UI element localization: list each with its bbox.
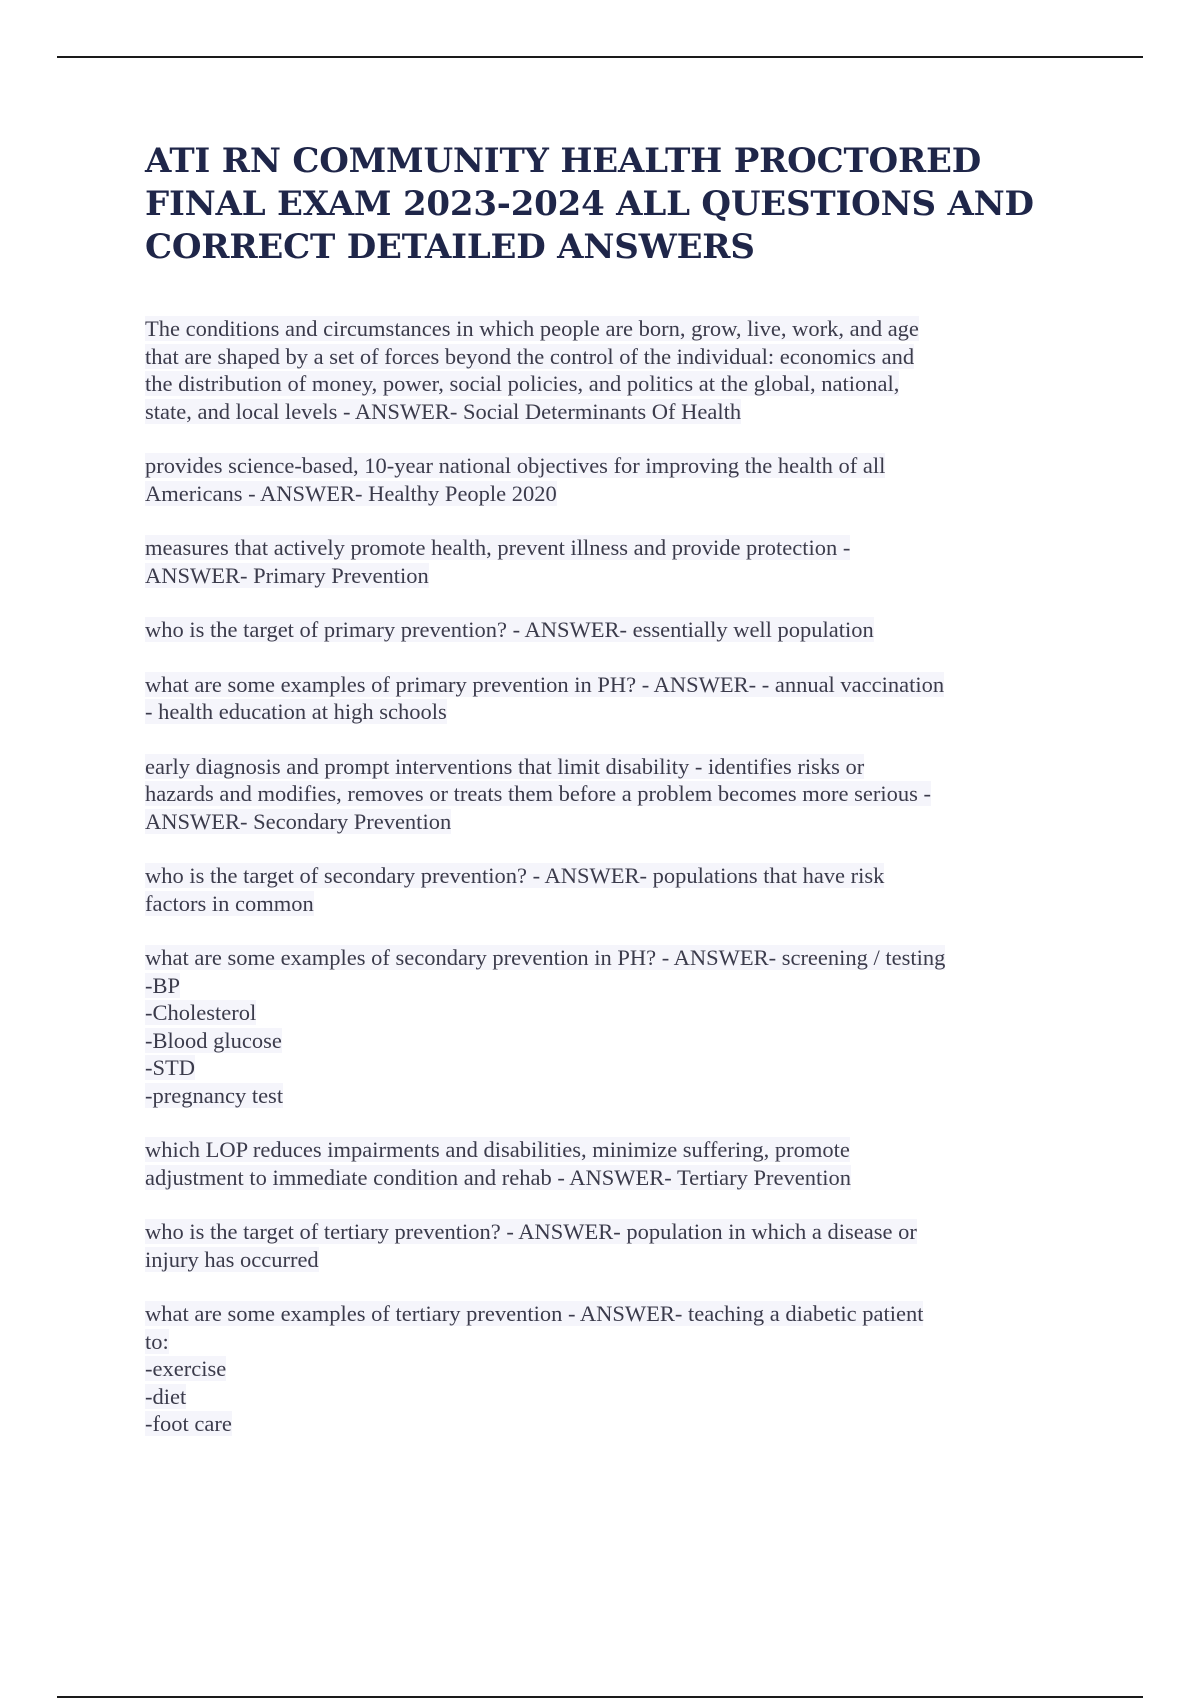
entry-line: state, and local levels - ANSWER- Social Determinants Of Health bbox=[145, 398, 742, 424]
top-divider bbox=[57, 56, 1143, 58]
qa-entry-secondary-target bbox=[145, 862, 1090, 917]
entry-line: early diagnosis and prompt interventions that limit disability - identifies risks or bbox=[145, 753, 865, 779]
qa-entry-tertiary-target bbox=[145, 1218, 1090, 1273]
entry-line: who is the target of primary prevention? - ANSWER- essentially well population bbox=[145, 617, 874, 642]
qa-entry-tertiary-examples bbox=[145, 1300, 1090, 1438]
entry-line: adjustment to immediate condition and rehab - ANSWER- Tertiary Prevention bbox=[145, 1164, 851, 1190]
entry-line: who is the target of tertiary prevention? - ANSWER- population in which a disease or bbox=[145, 1219, 917, 1244]
entry-line: ANSWER- Primary Prevention bbox=[145, 562, 429, 588]
qa-entry-social-determinants bbox=[145, 315, 1090, 425]
entry-line: -Blood glucose bbox=[145, 1027, 282, 1053]
qa-entry-healthy-people bbox=[145, 452, 1090, 507]
entry-line: - health education at high schools bbox=[145, 699, 447, 724]
entry-line: injury has occurred bbox=[145, 1246, 319, 1272]
entry-line: provides science-based, 10-year national objectives for improving the health of all bbox=[145, 453, 886, 478]
entry-line: that are shaped by a set of forces beyond the control of the individual: economics and bbox=[145, 343, 915, 369]
entry-line: factors in common bbox=[145, 890, 314, 916]
entry-line: ANSWER- Secondary Prevention bbox=[145, 808, 452, 834]
title-line-2: FINAL EXAM 2023-2024 ALL QUESTIONS AND bbox=[145, 184, 1034, 224]
qa-entry-secondary-prevention bbox=[145, 753, 1090, 836]
qa-entry-primary-target bbox=[145, 616, 1090, 644]
entry-line: to: bbox=[145, 1328, 169, 1354]
entry-line: what are some examples of primary prevention in PH? - ANSWER- - annual vaccination bbox=[145, 671, 945, 697]
entry-line: hazards and modifies, removes or treats them before a problem becomes more serious - bbox=[145, 781, 931, 806]
entry-line: -Cholesterol bbox=[145, 1000, 257, 1025]
entry-line: Americans - ANSWER- Healthy People 2020 bbox=[145, 480, 557, 506]
title-line-3: CORRECT DETAILED ANSWERS bbox=[145, 227, 755, 267]
entry-line: -foot care bbox=[145, 1411, 232, 1436]
qa-entry-primary-prevention bbox=[145, 534, 1090, 589]
document-title bbox=[145, 140, 1090, 269]
title-line-1: ATI RN COMMUNITY HEALTH PROCTORED bbox=[145, 141, 982, 181]
entry-line: -pregnancy test bbox=[145, 1082, 284, 1108]
entry-line: measures that actively promote health, prevent illness and provide protection - bbox=[145, 535, 851, 560]
entry-line: which LOP reduces impairments and disabilities, minimize suffering, promote bbox=[145, 1137, 850, 1162]
bottom-divider bbox=[57, 1696, 1143, 1698]
entry-line: what are some examples of tertiary prevention - ANSWER- teaching a diabetic patient bbox=[145, 1301, 924, 1326]
entry-line: -exercise bbox=[145, 1356, 227, 1381]
qa-entry-tertiary-prevention bbox=[145, 1136, 1090, 1191]
entry-line: -STD bbox=[145, 1055, 195, 1080]
qa-entry-primary-examples bbox=[145, 671, 1090, 726]
entry-line: what are some examples of secondary prevention in PH? - ANSWER- screening / testing bbox=[145, 945, 946, 970]
entry-line: The conditions and circumstances in which people are born, grow, live, work, and age bbox=[145, 316, 919, 341]
entry-line: the distribution of money, power, social policies, and politics at the global, national, bbox=[145, 371, 900, 396]
document-page bbox=[145, 140, 1090, 1465]
entry-line: -diet bbox=[145, 1383, 187, 1409]
qa-entry-secondary-examples bbox=[145, 944, 1090, 1109]
entry-line: -BP bbox=[145, 972, 181, 998]
entry-line: who is the target of secondary prevention? - ANSWER- populations that have risk bbox=[145, 863, 885, 888]
